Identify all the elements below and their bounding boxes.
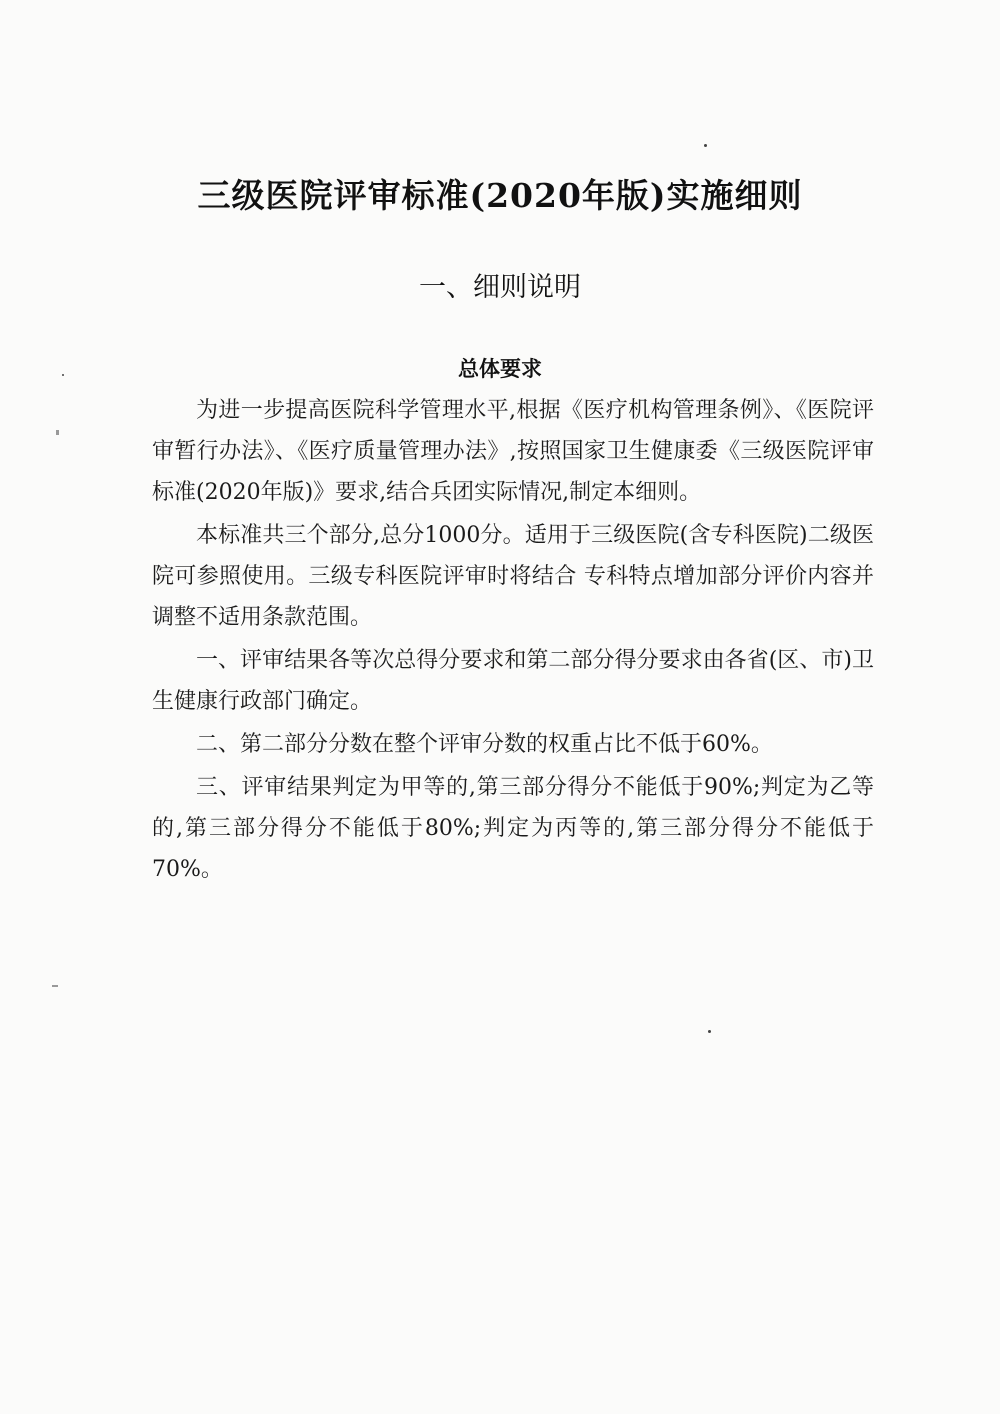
paragraph: 为进一步提高医院科学管理水平,根据《医疗机构管理条例》、《医院评审暂行办法》、《医疗质量管理办法》,按照国家卫生健康委《三级医院评审标准(2020年版)》要求,结合兵团实际情况,制定本细则。: [152, 398, 874, 505]
body-text: [152, 390, 874, 890]
document-title: 三级医院评审标准(2020年版)实施细则: [197, 176, 803, 215]
scan-speck: [62, 374, 64, 376]
paragraph: 二、第二部分分数在整个评审分数的权重占比不低于60%。: [196, 732, 773, 757]
paragraph: 一、评审结果各等次总得分要求和第二部分得分要求由各省(区、市)卫生健康行政部门确定。: [152, 648, 874, 714]
scan-speck: [704, 144, 707, 147]
paragraph: 本标准共三个部分,总分1000分。适用于三级医院(含专科医院)二级医院可参照使用。三级专科医院评审时将结合 专科特点增加部分评价内容并调整不适用条款范围。: [152, 523, 874, 630]
scan-edge-mark: [52, 985, 58, 987]
subheading: 总体要求: [458, 357, 542, 381]
scan-edge-mark: [56, 430, 59, 435]
scan-speck: [708, 1030, 711, 1033]
section-heading: 一、细则说明: [419, 272, 581, 303]
paragraph: 三、评审结果判定为甲等的,第三部分得分不能低于90%;判定为乙等的,第三部分得分不能低于80%;判定为丙等的,第三部分得分不能低于70%。: [152, 775, 874, 882]
